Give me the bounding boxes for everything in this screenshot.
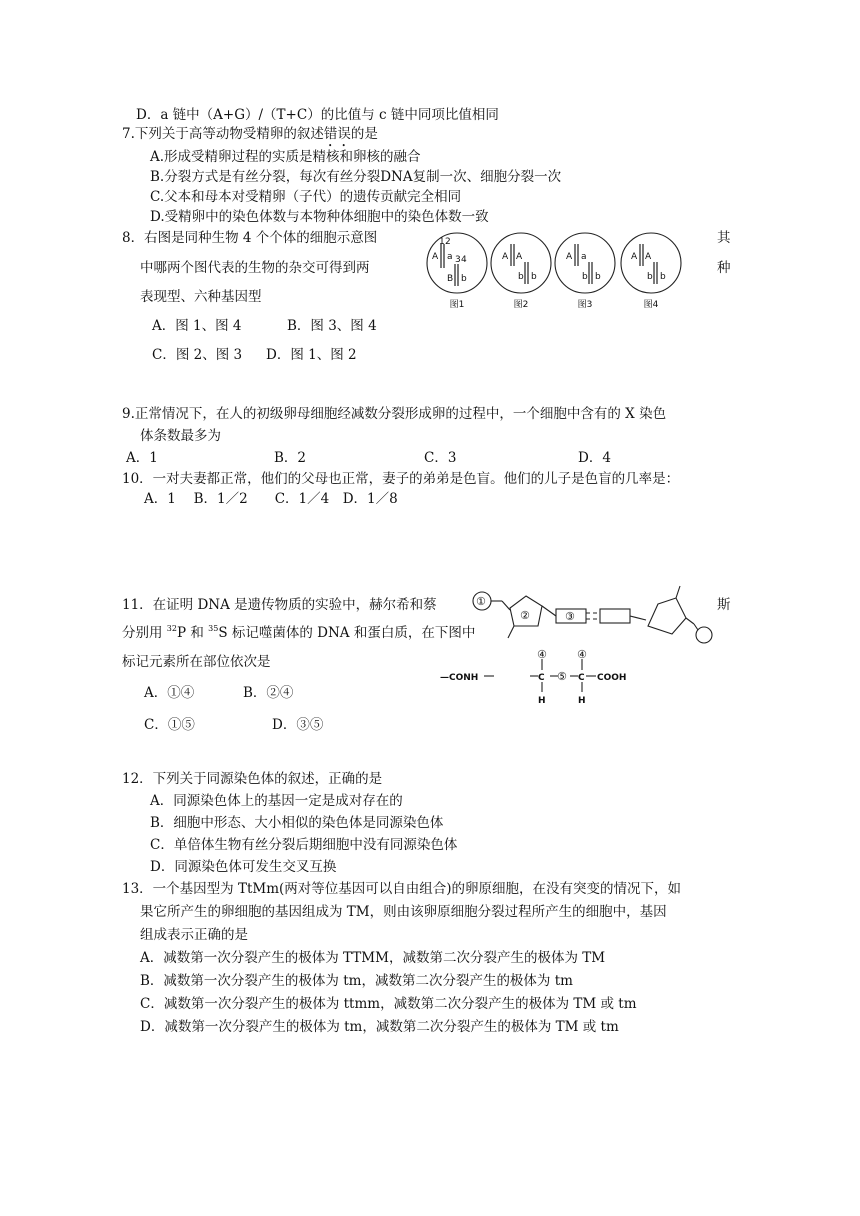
q11-structure-figure (440, 582, 716, 708)
cell4-allele-b2: b (660, 272, 666, 282)
q9-option-a: A．1 (126, 450, 158, 466)
q11-line1: 11．在证明 DNA 是遗传物质的实验中，赫尔希和蔡 (122, 597, 437, 613)
cell1-num-3: 3 (455, 255, 461, 265)
q11-line3: 标记元素所在部位依次是 (122, 654, 271, 670)
cell1-allele-b: b (461, 274, 467, 284)
q7-stem-post: 的是 (350, 126, 378, 142)
cell4-allele-b1: b (647, 272, 653, 282)
q7-option-b: B.分裂方式是有丝分裂，每次有丝分裂DNA复制一次、细胞分裂一次 (150, 169, 562, 185)
q13-line2: 果它所产生的卵细胞的基因组成为 TM，则由该卵原细胞分裂过程所产生的细胞中，基因 (140, 904, 667, 920)
q12-option-c: C．单倍体生物有丝分裂后期细胞中没有同源染色体 (150, 837, 458, 853)
q10-stem: 10．一对夫妻都正常，他们的父母也正常，妻子的弟弟是色盲。他们的儿子是色盲的几率是： (122, 471, 680, 487)
cell1-allele-a: a (447, 252, 453, 262)
cell2-allele-A2: A (516, 252, 523, 262)
label-circle-1: ① (476, 595, 486, 608)
label-carbon-b: C (578, 673, 585, 683)
cell1-num-4: 4 (461, 255, 467, 265)
label-h1: H (538, 696, 546, 706)
q7-stem (122, 125, 378, 150)
q11-line2-a: 分别用 (122, 625, 167, 641)
label-circle-5: ⑤ (557, 670, 567, 683)
cell-2-circle (491, 233, 551, 293)
caption-fig4: 图4 (643, 300, 659, 310)
q11-option-b: B．②④ (243, 685, 294, 701)
q8-line1: 8．右图是同种生物 4 个个体的细胞示意图 (122, 230, 378, 246)
q11-sup-35: 35 (208, 624, 219, 633)
q8-line3: 表现型、六种基因型 (140, 289, 262, 305)
q8-option-b: B．图 3、图 4 (287, 318, 377, 334)
q8-line2-end: 种 (717, 260, 731, 276)
q9-line2: 体条数最多为 (140, 428, 221, 444)
q13-option-c: C．减数第一次分裂产生的极体为 ttmm，减数第二次分裂产生的极体为 TM 或 tm (140, 996, 637, 1012)
q13-option-d: D．减数第一次分裂产生的极体为 tm，减数第二次分裂产生的极体为 TM 或 tm (140, 1019, 619, 1035)
label-circle-3: ③ (565, 610, 575, 623)
q13-line1: 13．一个基因型为 TtMm(两对等位基因可以自由组合)的卵原细胞，在没有突变的情况下，如 (122, 881, 682, 897)
q13-option-b: B．减数第一次分裂产生的极体为 tm，减数第二次分裂产生的极体为 tm (140, 973, 573, 989)
q11-line2-b: P 和 (176, 625, 209, 641)
deoxyribose-right (648, 598, 686, 634)
q8-option-c: C．图 2、图 3 (152, 347, 243, 363)
q6-option-d: D．a 链中（A+G）/（T+C）的比值与 c 链中同项比值相同 (136, 107, 499, 123)
cell3-allele-b1: b (582, 272, 588, 282)
q8-option-a: A．图 1、图 4 (152, 318, 242, 334)
q7-option-a: A.形成受精卵过程的实质是精核和卵核的融合 (150, 149, 421, 165)
phosphate-circle-right (696, 627, 712, 643)
q11-sup-32: 32 (166, 624, 177, 633)
q7-stem-emphasis: 错误 (323, 126, 351, 142)
label-h2: H (578, 696, 586, 706)
q8-cell-figure (420, 230, 692, 312)
cell-3-circle (555, 233, 615, 293)
cell1-allele-B: B (447, 274, 454, 284)
cell2-allele-A1: A (502, 252, 509, 262)
q7-option-c: C.父本和母本对受精卵（子代）的遗传贡献完全相同 (150, 189, 462, 205)
cell1-num-1: 1 (439, 237, 445, 247)
q7-stem-pre: 7.下列关于高等动物受精卵的叙述 (122, 126, 324, 142)
caption-fig1: 图1 (449, 300, 465, 310)
cell4-allele-A2: A (645, 252, 652, 262)
cell3-allele-A: A (566, 252, 573, 262)
cell2-allele-b2: b (531, 272, 537, 282)
cell3-allele-a: a (581, 252, 587, 262)
q9-option-d: D．4 (578, 450, 611, 466)
caption-fig3: 图3 (577, 300, 593, 310)
q11-line2-c: S 标记噬菌体的 DNA 和蛋白质，在下图中 (218, 625, 476, 641)
q12-stem: 12．下列关于同源染色体的叙述，正确的是 (122, 771, 383, 787)
cell3-allele-b2: b (595, 272, 601, 282)
q9-line1: 9.正常情况下，在人的初级卵母细胞经减数分裂形成卵的过程中，一个细胞中含有的 X 染色 (122, 406, 667, 422)
q11-option-a: A．①④ (144, 685, 195, 701)
q8-option-d: D．图 1、图 2 (266, 347, 357, 363)
cell1-num-2: 2 (445, 237, 451, 247)
q13-line3: 组成表示正确的是 (140, 927, 248, 943)
label-carbon-a: C (538, 673, 545, 683)
label-circle-4b: ④ (577, 648, 587, 661)
q13-option-a: A．减数第一次分裂产生的极体为 TTMM，减数第二次分裂产生的极体为 TM (140, 950, 606, 966)
q10-options: A．1 B．1／2 C．1／4 D．1／8 (144, 491, 398, 507)
caption-fig2: 图2 (513, 300, 529, 310)
cell4-allele-A1: A (631, 252, 638, 262)
q8-line2: 中哪两个图代表的生物的杂交可得到两 (140, 260, 370, 276)
q11-line2 (122, 624, 475, 642)
q11-line1-end: 斯 (717, 597, 731, 613)
q12-option-d: D．同源染色体可发生交叉互换 (150, 859, 337, 875)
q7-option-d: D.受精卵中的染色体数与本物种体细胞中的染色体数一致 (150, 209, 489, 225)
label-cooh: COOH (597, 673, 627, 683)
label-conh: —CONH (440, 673, 479, 683)
q12-option-a: A．同源染色体上的基因一定是成对存在的 (150, 793, 403, 809)
q11-option-c: C．①⑤ (144, 717, 195, 733)
q11-option-d: D．③⑤ (272, 717, 324, 733)
q9-option-c: C．3 (424, 450, 457, 466)
q8-line1-end: 其 (717, 230, 731, 246)
label-circle-2: ② (520, 609, 530, 622)
label-circle-4a: ④ (537, 648, 547, 661)
q12-option-b: B．细胞中形态、大小相似的染色体是同源染色体 (150, 815, 444, 831)
q9-option-b: B．2 (274, 450, 307, 466)
cell-4-circle (621, 233, 681, 293)
cell1-allele-A: A (432, 252, 439, 262)
cell2-allele-b1: b (518, 272, 524, 282)
